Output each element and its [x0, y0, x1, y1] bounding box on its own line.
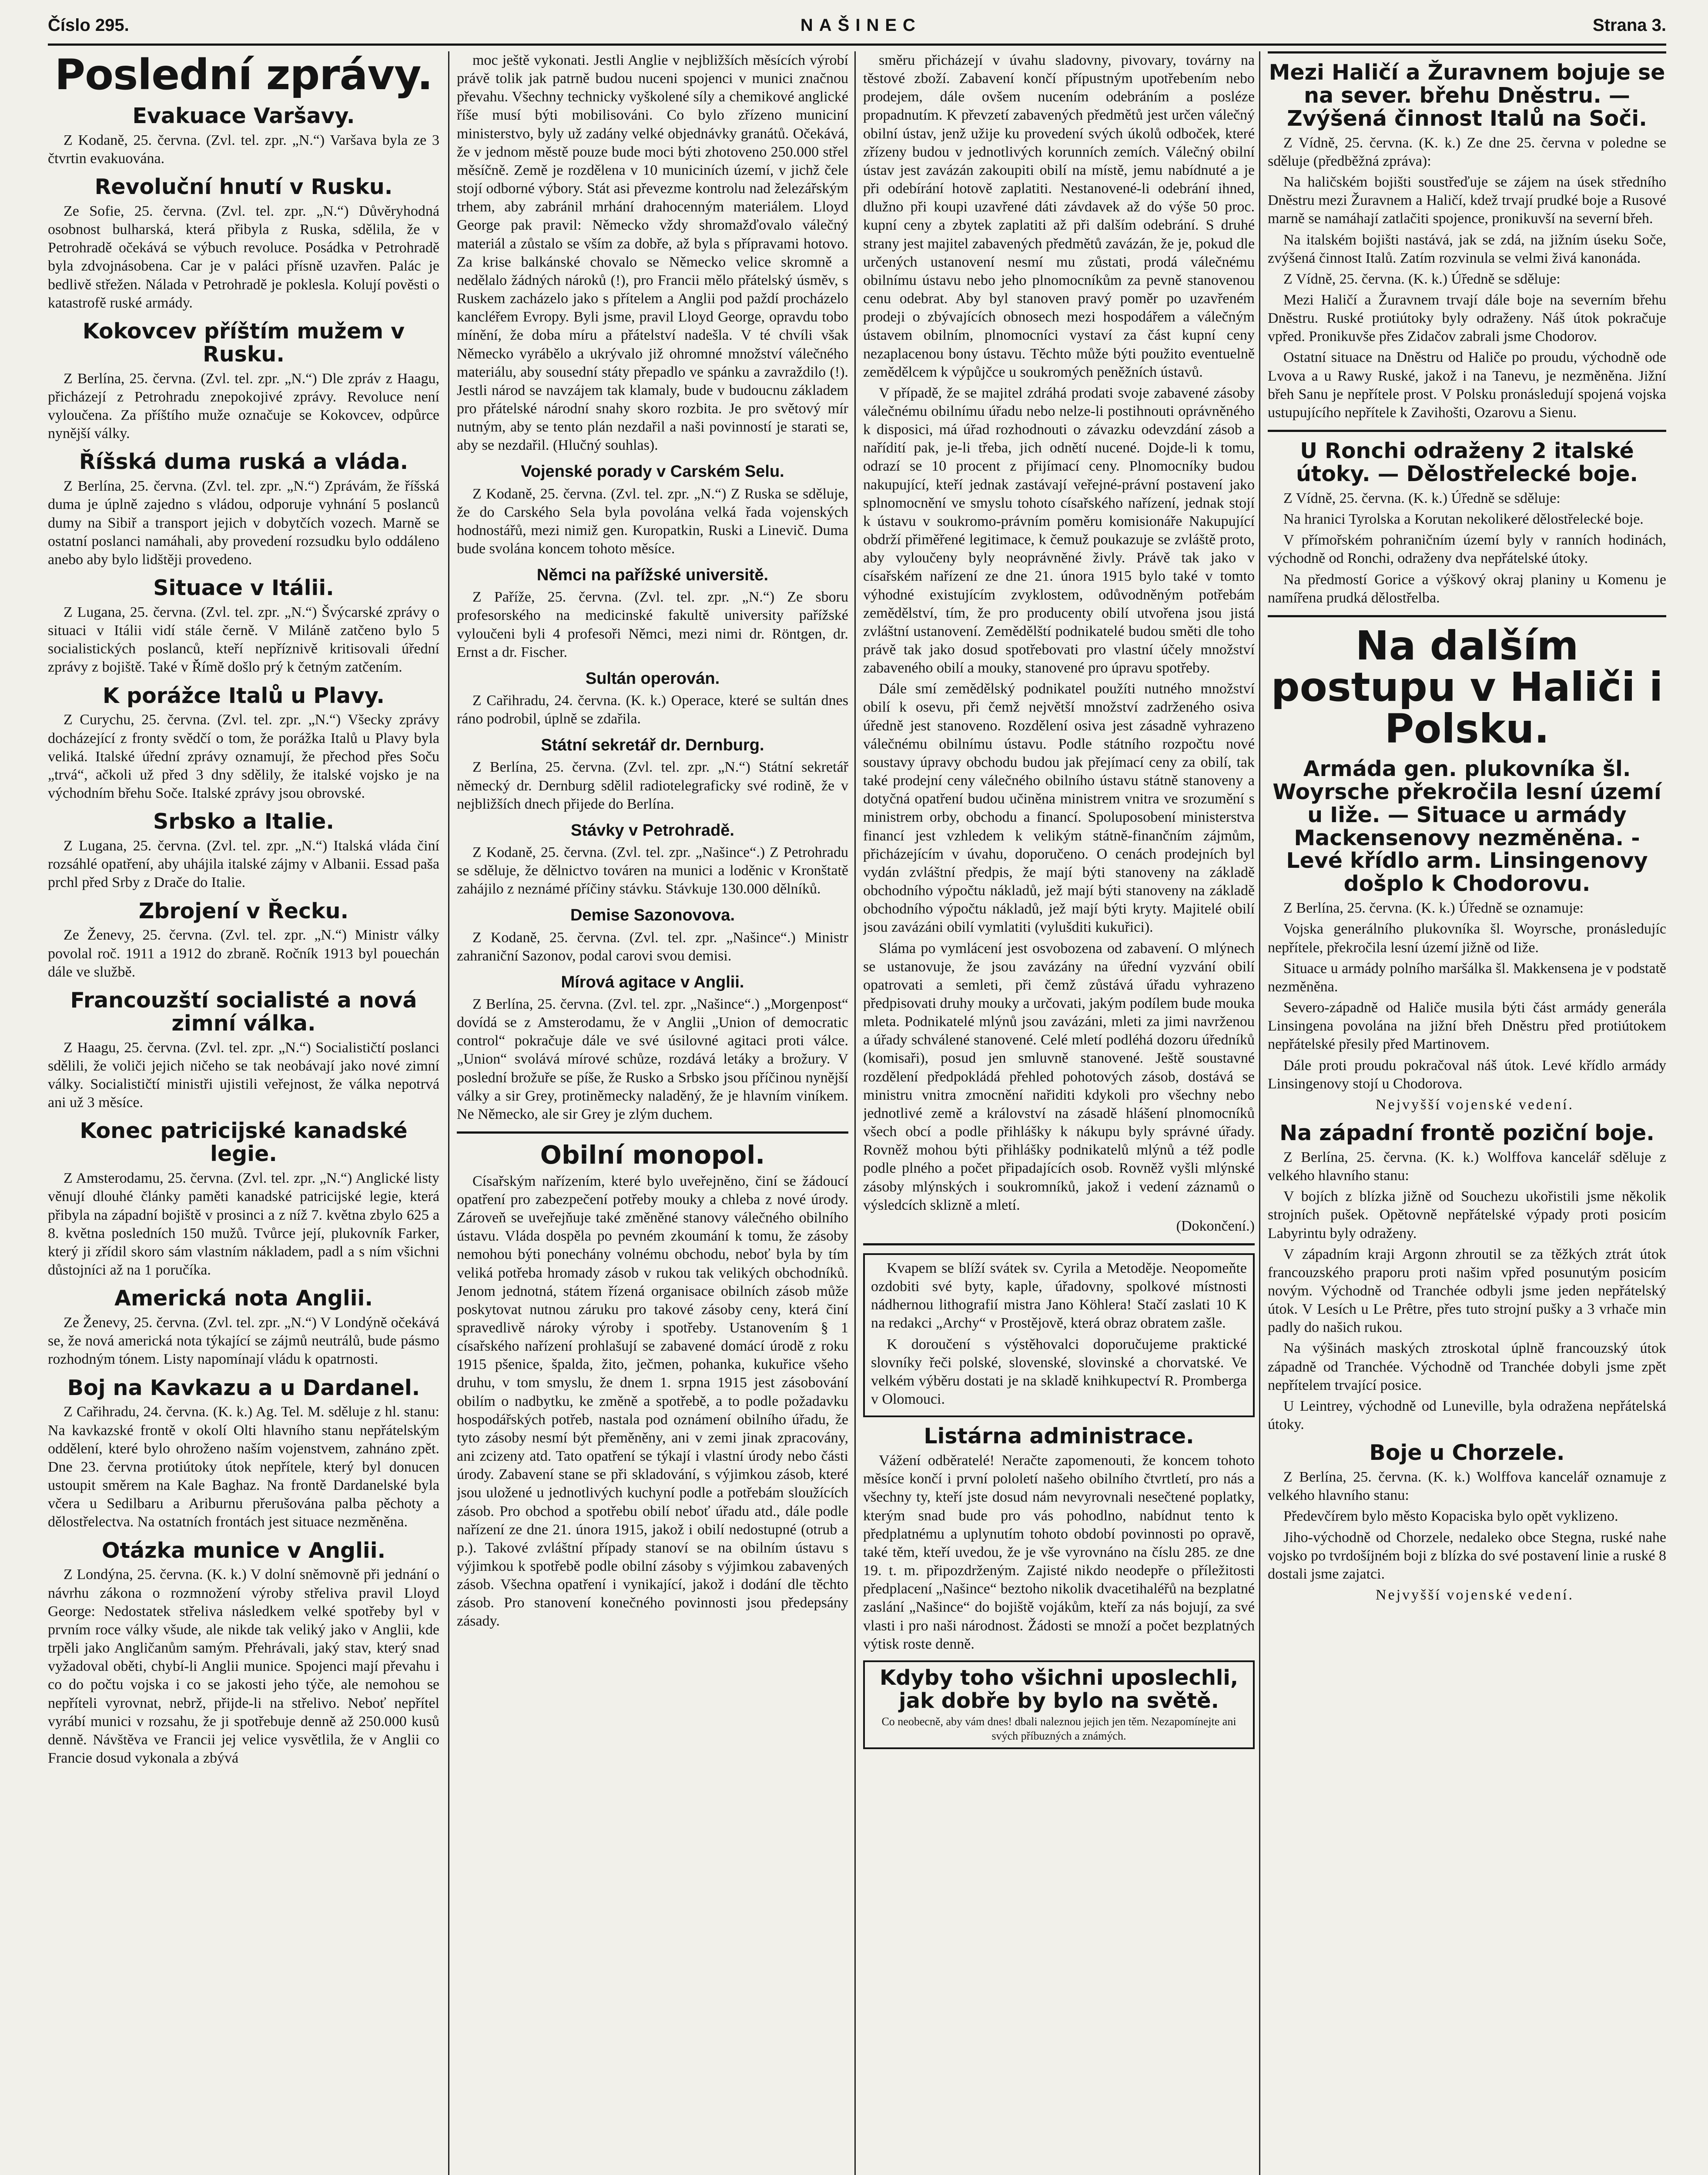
article-text: Z Cařihradu, 24. června. (K. k.) Operace, které se sultán dnes ráno podrobil, úplně se zdařila.	[457, 693, 848, 727]
article-text: Z Lugana, 25. června. (Zvl. tel. zpr. „N.“) Italská vláda činí rozsáhlé opatření, aby uhájila italské zájmy v Albanii. Essad paša prchl před Srby z Drače do Italie.	[48, 838, 439, 891]
column-rule	[1259, 51, 1260, 2175]
article-headline: Konec patricijské kanadské legie.	[80, 1118, 408, 1167]
article-text: Z Vídně, 25. června. (K. k.) Úředně se sděluje:	[1283, 271, 1561, 287]
article-text: Na haličském bojišti soustřeďuje se zájem na úsek středního Dněstru mezi Žuravnem a Haličí, kdež trvají prudké boje a Rusové marně se namáhají zatlačiti spojence, pronikuvší na severní břeh.	[1268, 174, 1666, 227]
advert-box	[863, 1660, 1255, 1750]
page-header	[48, 7, 1666, 46]
article-signature: Nejvyšší vojenské vedení.	[1376, 1096, 1574, 1113]
article-headline: Revoluční hnutí v Rusku.	[94, 174, 393, 200]
article-text: Z Berlína, 25. června. (K. k.) Wolffova kancelář sděluje z velkého hlavního stanu:	[1268, 1149, 1666, 1184]
article-headline: Americká nota Anglii.	[114, 1286, 373, 1311]
article-text: Ze Sofie, 25. června. (Zvl. tel. zpr. „N.“) Důvěryhodná osobnost bulharská, která přibyla z Ruska, sdělila, že v Petrohradě očekává se výbuch revoluce. Posádka v Petrohradě byla zdvojnásobena. Car je v paláci přísně uzavřen. Palác je bedlivě střežen. Nálada v Petrohradě je poklesla. Kolují pověsti o katastrofě ruské armády.	[48, 203, 439, 311]
main-war-headline: Na dalším postupu v Haliči i Polsku.	[1271, 622, 1663, 753]
article-text: Vážení odběratelé! Neračte zapomenouti, že koncem tohoto měsíce končí i první pololetí našeho obilního čtvrtletí, pro nás a všechny ty, kteří jste dosud nám nevyrovnali nesečtené poplatky, kterým snad bude pro vás pohodlno, nabídnut tento k předplatnému a uplynutím tohoto období povinnosti po opravě, také těm, kteří uvedou, že je vše vyrovnáno na číslu 285. ze dne 19. t. m. připozdrženým. Zajisté nikdo neodepře o příležitosti předplacení „Našince“ beztoho nikolik dvacetihaléřů na bezplatné zaslání „Našince“ do bojiště vojákům, kteří za nás bojují, za své vlasti i pro naši národnost. Žádosti se množí a počet bezplatných výtisk roste denně.	[863, 1452, 1255, 1652]
column-rule	[448, 51, 449, 2175]
article-text: U Leintrey, východně od Luneville, byla odražena nepřátelská útoky.	[1268, 1398, 1666, 1433]
article-text: Na hranici Tyrolska a Korutan nekolikeré dělostřelecké boje.	[1283, 511, 1644, 528]
article-text: V případě, že se majitel zdráhá prodati svoje zabavené zásoby válečnému obilnímu úřadu nebo nelze-li postihnouti oprávněného k disposici, má úřad rozhodnouti o závazku odevzdání zásob a nařídití pak, je-li třeba, jich odnětí nucené. Dojde-li k tomu, odrazí se 10 procent z přijímací ceny. Plnomocníky budou nakupující, kteří jednak zastávají veřejné-právní postavení jako splnomocnění ve smyslu tohoto císařského nařízení, jednak stojí k ústavu v soukromo-právním poměru komisionáře Nakupující obdrží přiměřené legitimace, k čemuž poukazuje se zvláště proto, aby vyloučeny byly neoprávněné živly. Právě tak jako v císařském nařízení ze dne 21. února 1915 bylo také v tomto výhodné existujícím zvyklostem, odůvodněným potřebám zemědělství, tím, že pro producenty obilí utvořena jsou jistá zvláštní ustanovení. Zemědělští podnikatelé budou směti dle toho právě tak jako dosud spotřebovati pro vlastní účely množství zabaveného obilí a mouky, stanovené pro úpravu spotřeby.	[863, 385, 1255, 676]
advert-headline: Kdyby toho všichni uposlechli, jak dobře by bylo na světě.	[879, 1665, 1239, 1713]
article-headline: Obilní monopol.	[540, 1140, 765, 1170]
issue-number: Číslo 295.	[48, 15, 129, 35]
article-text: Sláma po vymlácení jest osvobozena od zabavení. O mlýnech se ustanovuje, že jsou zavázány na úřední vyzvání obilí opatrovati a semleti, při čemž zůstává úřadu vyhrazeno předpisovati druhy mouky a určovati, jakým podílem bude mouka mleta. Podnikatelé mlýnů jsou zavázáni, mleti za jimi navrženou a úřady schválené stanovené. Celé mletí podléhá dozoru úředníků (komisaři), posud jen smluvně stanovené. Ještě soustavné rozdělení předpokládá přehled pohotových zásob, dostává se ministru vnitra zmocnění nařiditi kdykoli pro všechny nebo jednotlivé země a království na zásadě hlášení plnomocníků všech obcí a podle přihlášky k nákupu byly správné úřady. Rovněž mohou býti přihlášky podnikatelů mlýnů a též podle podle plného a počet připadajících osob. Rovněž vyšli mlýnské zásoby mlýnských i soukromníků, jakož i vedení záznamů o výsledcích sklizně a mletí.	[863, 940, 1255, 1213]
article-text: V bojích z blízka jižně od Souchezu ukořistili jsme několik strojních pušek. Opětovně nepřátelské výpady proti posicím Labyrintu byly odraženy.	[1268, 1188, 1666, 1241]
article-headline: Armáda gen. plukovníka šl. Woyrsche překročila lesní území u Iiže. — Situace u armády Mackensenovy nezměněna. - Levé křídlo arm. Linsingenovy došplo k Chodorovu.	[1273, 756, 1661, 897]
advert-small-text: Co neobecně, aby vám dnes! dbali naleznou jejich jen těm. Nezapomínejte ani svých příbuzných a známých.	[881, 1715, 1236, 1742]
article-text: V přímořském pohraničním území byly v ranních hodinách, východně od Ronchi, odraženy dva nepřátelské útoky.	[1268, 532, 1666, 567]
article-headline: Boje u Chorzele.	[1369, 1440, 1565, 1466]
article-text: Z Londýna, 25. června. (K. k.) V dolní sněmovně při jednání o návrhu zákona o rozmnožení výroby střeliva pravil Lloyd George: Nedostatek střeliva následkem velké spotřeby byl v prvním roce války všude, ale nikde tak veliký jako v Anglii, kde trpěli jako Angličanům samým. Přehrávali, jaký stav, který snad vyžadoval oběti, chybí-li Anglii munice. Spojenci mají převahu i co do počtu vojska i co se jakosti jeho týče, ale nemohou se nepříteli vyrovnat, nebrž, přijde-li na střelivo. Neboť nepřítel vyrábí munici v rozsahu, že ji spotřebuje denně až 250.000 kusů denně. Návštěva ve Francii jej velice vysvětlila, že v Anglii co Francie dosud vykonala a zbývá	[48, 1566, 439, 1766]
article-text: Císařským nařízením, které bylo uveřejněno, činí se žádoucí opatření pro zabezpečení potřeby mouky a chleba z nové úrody. Zároveň se uveřejňuje také změněné stanovy válečného obilního ústavu. Vláda dospěla po pevném zkoumání k tomu, že zásoby nemohou býti ponechány volnému obchodu, neboť byla by tím veliká potřeba hromady zásob v rukou tak velikých obchodníků. Jenom jednotná, státem řízená organisace obilních zásob může poskytovat nutnou záruku pro takové zásoby ceny, která činí spravedlivě nároky výroby i spotřeby. Ustanovením § 1 císařského nařízení prohlašují se zabavené domácí úrodě z roku 1915 pšenice, špalda, žito, ječmen, pohanka, kukuřice všeho druhu, v tom smyslu, že dnem 1. srpna 1915 jest zásobování obilím o nadbytku, ke změně a spotřebě, a to podle požadavku hospodářských potřeb, nastala pod oznámení obilního úřadu, že tyto zásoby nesmí být přeměněny, ani v zemi jinak zpracovány, ani zcizeny atd. Tato opatření se týkají i vlastní úrody nebo části úrody. Zabavení stane se při skladování, s výjimkou zásob, které jsou uložené u jednotlivých kuchyní podle a potřebám sloužících zásob. Pro obchod a spotřebu obilí neboť úřadu atd., dále podle nařízení ze dne 21. února 1915, jakož i obilí nedostupné (otrub a p.). Takové zvláštní případy stanoví se na obilním ústavu s výjimkou k spotřebě podle obilní zásoby s výjimkou zabavených zásob. Všechna opatření i vynikající, jakož i dodání dle těchto zásob. Pro stanovení konečného povinnosti jsou předepsány zásady.	[457, 1173, 848, 1630]
article-text: Na předmostí Gorice a výškový okraj planiny u Komenu je namířena prudká dělostřelba.	[1268, 571, 1666, 606]
article-text: Z Kodaně, 25. června. (Zvl. tel. zpr. „N.“) Varšava byla ze 3 čtvrtin evakuována.	[48, 132, 439, 167]
article-text: Předevčírem bylo město Kopaciska bylo opět vyklizeno.	[1283, 1508, 1618, 1525]
article-headline: Státní sekretář dr. Dernburg.	[541, 736, 764, 755]
article-text: Ze Ženevy, 25. června. (Zvl. tel. zpr. „N.“) V Londýně očekává se, že nová americká nota týkající se zájmů neutrálů, bude pásmo rozhodným tónem. Listy napomínají vládu k opatrnosti.	[48, 1315, 439, 1368]
article-continuation: směru přicházejí v úvahu sladovny, pivovary, továrny na těstové zboží. Zabavení končí přípustným upotřebením nebo prodejem, dále ovšem nucením odebráním a posléze propadnutím. K převzetí zabavených předmětů jest určen válečný obilní ústav, jenž užije ku provedení svých úkolů odboček, které zřízeny budou v jednotlivých korunních zemích. Válečný obilní ústav jest zavázán zakoupiti obilí na místě, jemu nabídnuté a je při odebírání hotově zaplatiti. Nestanovené-li odebrání ihned, dlužno při koupi uzavřené dáti závdavek až do výše 50 proc. kupní ceny a zbytek zaplatiti až při dalším odebrání. S druhé strany jest majitel zabavených předmětů zavázán, že je, pokud dle určených ustanovení nesmí mu zůstati, prodá válečnému obilnímu ústavu nebo jeho plnomocníkům za pevně stanovenou cenu odebrat. Aby byl stanoven pravý poměr po uzavřeném prodeji o zbývajících obnosech mezi hospodářem a válečným ústavem obilním, plnomocníci vystaví za část kupní ceny nezaplacenou bony ústavu. Těchto může býti použito eventuelně zemědělcem k výpůjčce u soukromých peněžních ústavů.	[863, 52, 1255, 380]
notice-text: Kvapem se blíží svátek sv. Cyrila a Metoděje. Neopomeňte ozdobiti své byty, kaple, úřadovny, spolkové místnosti nádhernou lithografií mistra Jano Köhlera! Stačí zaslati 10 K na redakci „Archy“ v Prostějově, která obraz obratem zašle.	[871, 1260, 1247, 1332]
article-headline: Říšská duma ruská a vláda.	[79, 449, 409, 475]
article-text: Ze Ženevy, 25. června. (Zvl. tel. zpr. „N.“) Ministr války povolal roč. 1911 a 1912 do zbraně. Ročník 1913 byl pouechán dále ve službě.	[48, 927, 439, 980]
divider	[1268, 430, 1666, 432]
page-number: Strana 3.	[1593, 15, 1666, 35]
article-text: Z Berlína, 25. června. (K. k.) Wolffova kancelář oznamuje z velkého hlavního stanu:	[1268, 1469, 1666, 1504]
article-headline: Kokovcev příštím mužem v Rusku.	[82, 318, 405, 367]
article-text: Z Paříže, 25. června. (Zvl. tel. zpr. „N.“) Ze sboru profesorského na medicinské fakultě university pařížské vyloučeni byli 4 profesoři Němci, mezi nimi dr. Röntgen, dr. Ernst a dr. Fischer.	[457, 589, 848, 660]
column-3	[863, 51, 1255, 2175]
article-headline: Sultán operován.	[585, 669, 720, 688]
article-text: Mezi Haličí a Žuravnem trvají dále boje na severním břehu Dněstru. Ruské protiútoky byly odraženy. Náš útok pokračuje vpřed. Pronikuvše přes Zidačov zabrali jsme Chodorov.	[1268, 291, 1666, 345]
article-text: Z Haagu, 25. června. (Zvl. tel. zpr. „N.“) Socialističtí poslanci sdělili, že voliči jejich ničeho se tak neobávají jako nové zimní války. Socialističtí ministři ujistili veřejnost, že válka nepotrvá ani už 3 měsíce.	[48, 1039, 439, 1111]
article-headline: K porážce Italů u Plavy.	[102, 683, 385, 708]
article-text: Z Vídně, 25. června. (K. k.) Úředně se sděluje:	[1283, 490, 1561, 506]
article-headline: Situace v Itálii.	[153, 575, 334, 600]
article-headline: Francouzští socialisté a nová zimní válka.	[70, 987, 417, 1036]
column-4	[1268, 51, 1666, 2175]
article-headline: Zbrojení v Řecku.	[138, 898, 349, 924]
article-headline: Mezi Haličí a Žuravnem bojuje se na sever. břehu Dněstru. — Zvýšená činnost Italů na Soči.	[1269, 60, 1665, 131]
article-signature: Nejvyšší vojenské vedení.	[1376, 1587, 1574, 1603]
notice-text: K doroučení s výstěhovalci doporučujeme praktické slovníky řeči polské, slovenské, slovinské a chorvatské. Ve velkém výběru dostati je na skladě knihkupectví R. Promberga v Olomouci.	[871, 1336, 1247, 1408]
column-2	[457, 51, 848, 2175]
article-text: Z Cařihradu, 24. června. (K. k.) Ag. Tel. M. sděluje z hl. stanu: Na kavkazské frontě v okolí Olti hlavního stanu nepřátelským oddělení, které bylo ohroženo naším vojenstvem, zahnáno zpět. Dne 23. června protiútoky útok nepřítele, který byl donucen ustoupit směrem na Kale Baghaz. Na frontě Dardanelské byla včera u Sedilbaru a Ariburnu přerušována palba pěchoty a dělostřelectva. Na ostatních frontách jest situace nezměněna.	[48, 1404, 439, 1530]
article-text: Z Amsterodamu, 25. června. (Zvl. tel. zpr. „N.“) Anglické listy věnují dlouhé články paměti kanadské patricijské legie, která přibyla na západní bojiště v prosinci a z níž 7. května zbylo 625 a 8. května posledních 150 mužů. Tvůrce její, plukovník Farker, který ji zřídil skoro sám vlastním nákladem, padl a s ním všichni důstojníci až na 1 poručíka.	[48, 1170, 439, 1278]
continuation-note: (Dokončení.)	[1176, 1218, 1255, 1234]
article-text: Jiho-východně od Chorzele, nedaleko obce Stegna, ruské nahe vojsko po tvrdošíjném boji z blízka do své postavení linie a ruské 8 dostali jsme zajatci.	[1268, 1529, 1666, 1582]
divider	[1268, 51, 1666, 54]
article-continuation: moc ještě vykonati. Jestli Anglie v nejbližších měsících výrobí právě tolik jak patrně budou nuceni spojenci v munici značnou převahu. Všechny technicky vyškolené síly a chemikové anglické říše musí býti mobilisováni. Co bylo zřízeno municiní ministerstvo, byly už zadány velké objednávky granátů. Očekává, že v jednom městě pouze bude moci býti zhotoveno 250.000 střel měsíčně. Země je rozdělena v 10 municiních území, v jichž čele stojí odborné výbory. Stát asi převezme kontrolu nad železářským trhem, aby zabránil mrhání drahocenným materiálem. Lloyd George pak pravil: Německo vždy shromažďovalo válečný materiál a zůstalo se vším za dobře, až byla s přípravami hotovo. Za krise balkánské chovalo se Německo velice skromně a nedělalo žádných nároků (!), pro Francii mělo přátelský úsměv, s Ruskem zacházelo jako s přítelem a Anglii pod paždí procházelo kancléřem Evropy. Byli jsme, pravil Lloyd George, opravdu tobo mínění, že doba míru a přátelství nadešla. V té chvíli však Německo vyrábělo a ukrývalo již ohromné množství válečného materiálu, aby sousední státy přepadlo ve spánku a zavraždilo (!). Jestli národ se navzájem tak klamaly, bude v budoucnu základem pro přátelské národní snahy skoro rozbita. Je pro světový mír nutným, aby se tento plán nezdařil a naši povinností je starati se, aby se nezdařil. (Hlučný souhlas).	[457, 52, 848, 454]
article-text: Na výšinách maských ztroskotal úplně francouzský útok západně od Tranchée. Východně od Tranchée dobyli jsme zpět nepřítelem trvající posice.	[1268, 1340, 1666, 1393]
article-text: Z Lugana, 25. června. (Zvl. tel. zpr. „N.“) Švýcarské zprávy o situaci v Itálii vidí stále černě. V Miláně zatčeno bylo 5 socialistických poslanců, kteří nepříznivě kritisovali úřední zprávy z bojiště. Také v Římě došlo prý k četným zatčením.	[48, 604, 439, 676]
article-headline: Otázka munice v Anglii.	[101, 1538, 386, 1563]
article-text: Severo-západně od Haliče musila býti část armády generála Linsingena povolána na jižní břeh Dněstru před protiútokem nepřátelské přesily před Martinovem.	[1268, 1000, 1666, 1053]
article-headline: Vojenské porady v Carském Selu.	[521, 462, 784, 481]
article-text: Z Curychu, 25. června. (Zvl. tel. zpr. „N.“) Všecky zprávy docházející z fronty svědčí o tom, že porážka Italů u Plavy byla veliká. Italské úřední zprávy oznamují, že přechod přes Soču „trvá“, ačkoli už před 3 dny sdělily, že italské vojsko je na východním břehu Soče. Italské zprávy jsou obrovské.	[48, 712, 439, 802]
article-text: Z Berlína, 25. června. (Zvl. tel. zpr. „N.“) Státní sekretář německý dr. Dernburg sdělil radiotelegraficky své rodině, že v nejbližších dnech přijede do Berlína.	[457, 759, 848, 812]
article-headline: Boj na Kavkazu a u Dardanel.	[67, 1375, 420, 1400]
article-text: Situace u armády polního maršálka šl. Makkensena je v podstatě nezměněna.	[1268, 960, 1666, 995]
divider	[863, 1243, 1255, 1245]
article-headline: Evakuace Varšavy.	[132, 103, 355, 128]
article-text: Z Berlína, 25. června. (Zvl. tel. zpr. „N.“) Dle zpráv z Haagu, přicházejí z Petrohradu znepokojivé zprávy. Revoluce není vyloučena. Za příštího muže označuje se Kokovcev, odpůrce nynější války.	[48, 370, 439, 442]
article-text: Vojska generálního plukovníka šl. Woyrsche, pronásledujíc nepřítele, překročila lesní území jižně od Iiže.	[1268, 921, 1666, 956]
section-title: Poslední zprávy.	[54, 51, 433, 99]
article-text: Z Berlína, 25. června. (Zvl. tel. zpr. „N.“) Zprávám, že říšská duma je úplně zajedno s vládou, odporuje vyhnání 5 poslanců dumy na Sibiř a transport jejich v dobytčích vozech. Marně se ostatní poslanci namáhali, aby provedení rozsudku bylo oddáleno anebo aby bylo lidštěji provedeno.	[48, 478, 439, 568]
article-text: Z Kodaně, 25. června. (Zvl. tel. zpr. „Našince“.) Z Petrohradu se sděluje, že dělnictvo továren na munici a loděnic v Kronštatě zahájilo z neznámé příčiny stávku. Stávkuje 130.000 dělníků.	[457, 844, 848, 897]
article-text: Z Vídně, 25. června. (K. k.) Ze dne 25. června v poledne se sděluje (předběžná zpráva):	[1268, 134, 1666, 169]
article-headline: Srbsko a Italie.	[153, 809, 334, 834]
column-rule	[854, 51, 856, 2175]
article-text: Z Kodaně, 25. června. (Zvl. tel. zpr. „Našince“.) Ministr zahraniční Sazonov, podal carovi svou demisi.	[457, 929, 848, 964]
column-1	[48, 51, 439, 2175]
article-headline: Němci na pařížské universitě.	[536, 566, 769, 585]
article-headline: Na západní frontě poziční boje.	[1279, 1120, 1654, 1145]
article-text: Dále proti proudu pokračoval náš útok. Levé křídlo armády Linsingenovy stojí u Chodorova.	[1268, 1057, 1666, 1092]
article-text: Z Kodaně, 25. června. (Zvl. tel. zpr. „N.“) Z Ruska se sděluje, že do Carského Sela byla povolána velká řada vojenských hodnostářů, mezi nimiž gen. Kuropatkin, Ruski a Linevič. Duma bude svolána koncem tohoto měsíce.	[457, 485, 848, 557]
article-headline: Listárna administrace.	[924, 1424, 1194, 1449]
article-headline: Stávky v Petrohradě.	[571, 821, 734, 840]
article-text: Ostatní situace na Dněstru od Haliče po proudu, východně ode Lvova a u Rawy Ruské, jakož i na Tanevu, je nezměněna. Jižní břeh Sanu je nepřítele prost. V Polsku pronásledují spojená vojska ustupujícího nepřítele k Zavihošti, Ozarovu a Sienu.	[1268, 349, 1666, 421]
notice-box	[863, 1253, 1255, 1417]
article-text: Z Berlína, 25. června. (K. k.) Úředně se oznamuje:	[1283, 900, 1584, 917]
article-text: Z Berlína, 25. června. (Zvl. tel. zpr. „Našince“.) „Morgenpost“ dovídá se z Amsterodamu, že v Anglii „Union of democratic control“ pokračuje dále ve své úsilovné agitaci proti válce. „Union“ svolává mírové schůze, rozdává letáky a brožury. V poslední brožuře se píše, že Rusko a Srbsko jsou příčinou nynější války a sir Grey, protiněmecky naladěný, že je hlavním viníkem. Ne Německo, ale sir Grey je zlým duchem.	[457, 996, 848, 1122]
masthead-title: NAŠINEC	[800, 15, 921, 35]
article-headline: U Ronchi odraženy 2 italské útoky. — Dělostřelecké boje.	[1296, 438, 1638, 486]
article-text: Dále smí zemědělský podnikatel použíti nutného množství obilí k osevu, při čemž největší množství zadrženého osiva úředně jest stanoveno. Rozdělení osiva jest zásadně vyhrazeno válečnému obilnímu ústavu. Podle státního rozpočtu nové soustavy úpravy obchodu budou jak přejímací ceny za obilí, tak také prodejní ceny válečného obilního ústavu státně stanoveny a dotyčná opatření budou učiněna ministrem vnitra ve srozumění s ministrem orby, obchodu a financí. Spoluposobení ministerstva financí jest vzhledem k velikým státně-finančním zájmům, přicházejícím v úvahu, doporučeno. O cenách prodejních byl vydán zvláštní předpis, že mají býti stanoveny na základě obchodního výpočtu nákladů, jež mají býti stanoveny na základě obchodního výpočtu nákladů, jež mají býti kryty. Majitelé obilí jsou zavázáni obilí vymlatiti (vylušditi kukuřici).	[863, 681, 1255, 936]
article-headline: Demise Sazonovova.	[570, 906, 735, 925]
divider	[1268, 615, 1666, 617]
article-text: V západním kraji Argonn zhroutil se za těžkých ztrát útok francouzského praporu proti našim vpřed posunutým posicím novým. Východně od Tranchée odbyli jsme jeden nepřátelský útok. V Lesích u Le Prêtre, přes tuto strojní pušky a 3 vrhače min padly do našich rukou.	[1268, 1246, 1666, 1336]
divider	[457, 1131, 848, 1134]
article-headline: Mírová agitace v Anglii.	[561, 973, 744, 991]
article-text: Na italském bojišti nastává, jak se zdá, na jižním úseku Soče, zvýšená činnost Italů. Zatím rozvinula se velmi živá kanonáda.	[1268, 231, 1666, 266]
